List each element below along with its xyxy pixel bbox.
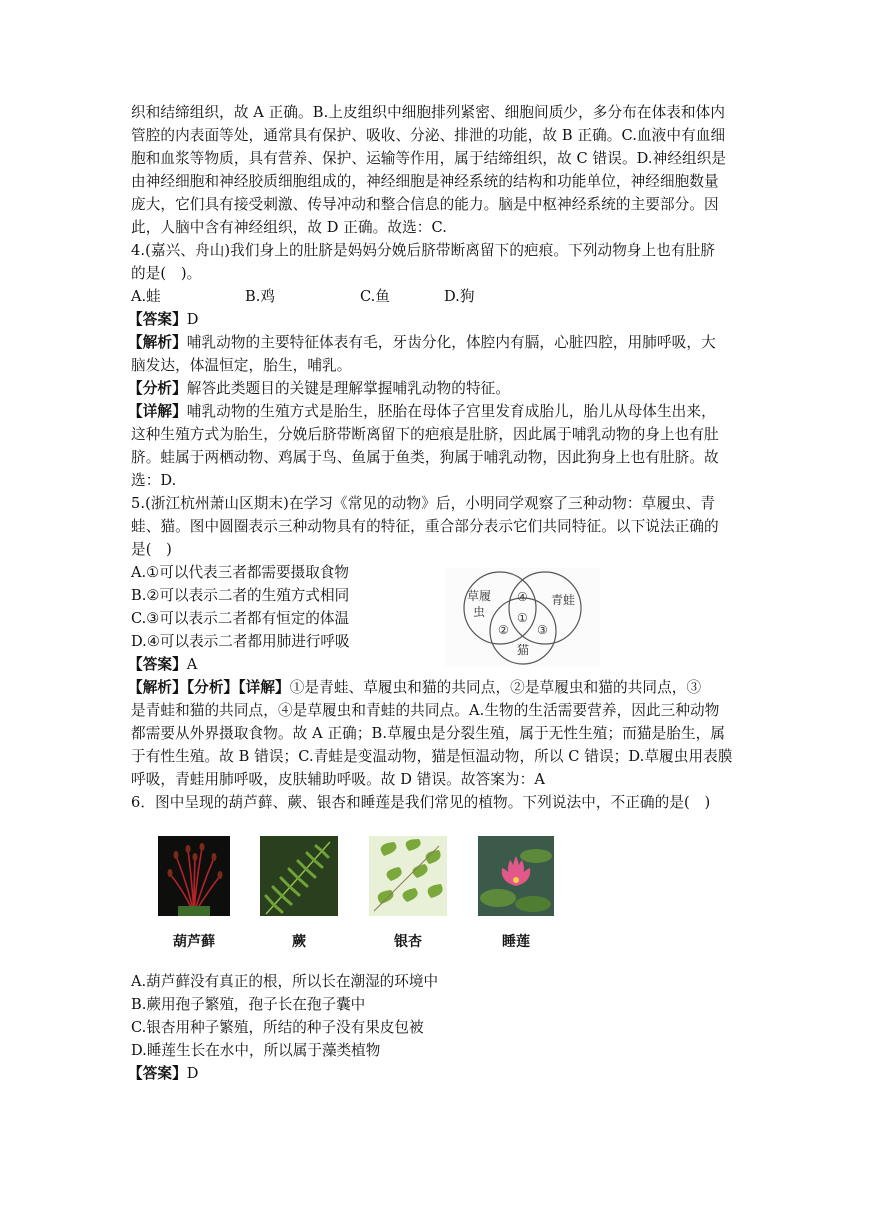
- q4-option-c: C.鱼: [360, 288, 390, 305]
- venn-label-paramecium: 草履: [467, 589, 492, 603]
- analysis-tag: 【解析】: [128, 334, 187, 351]
- fern-image: [260, 836, 338, 916]
- q6-option-c: C.银杏用种子繁殖，所结的种子没有果皮包被: [131, 1019, 424, 1036]
- venn-diagram: [445, 568, 600, 666]
- q4-fenxi: [128, 379, 510, 399]
- question-5-stem: 5.(浙江杭州萧山区期末)在学习《常见的动物》后，小明同学观察了三种动物：草履虫、青: [131, 495, 716, 512]
- q6-option-a: A.葫芦藓没有真正的根，所以长在潮湿的环境中: [131, 973, 439, 990]
- answer-tag: 【答案】: [128, 656, 187, 673]
- text-line: 呼吸，青蛙用肺呼吸，皮肤辅助呼吸。故 D 错误。故答案为：A: [131, 771, 545, 788]
- answer-value: A: [186, 656, 198, 673]
- text-line: 都需要从外界摄取食物。故 A 正确；B.草履虫是分裂生殖，属于无性生殖；而猫是胎生，属: [131, 725, 726, 742]
- question-4-stem: 4.(嘉兴、舟山)我们身上的肚脐是妈妈分娩后脐带断离留下的疤痕。下列动物身上也有肚脐: [131, 242, 716, 259]
- text-line: 选：D.: [131, 472, 177, 489]
- venn-region-2: ②: [498, 623, 509, 637]
- ginkgo-caption: 银杏: [394, 934, 422, 950]
- q5-option-a: A.①可以代表三者都需要摄取食物: [131, 564, 349, 581]
- venn-label-paramecium-2: 虫: [473, 605, 486, 619]
- water-lily-caption: 睡莲: [502, 934, 530, 950]
- venn-region-4: ④: [517, 590, 528, 604]
- text-line: 这种生殖方式为胎生，分娩后脐带断离留下的疤痕是肚脐，因此属于哺乳动物的身上也有肚: [131, 426, 719, 443]
- text-line: 是青蛙和猫的共同点，④是草履虫和青蛙的共同点。A.生物的生活需要营养，因此三种动物: [131, 702, 720, 719]
- venn-region-1: ①: [517, 611, 528, 625]
- water-lily-image: [478, 836, 554, 916]
- text-line: 管腔的内表面等处，通常具有保护、吸收、分泌、排泄的功能，故 B 正确。C.血液中有血细: [131, 127, 726, 144]
- detail-text: 哺乳动物的生殖方式是胎生，胚胎在母体子宫里发育成胎儿，胎儿从母体生出来，: [186, 403, 716, 420]
- text-line: 胞和血浆等物质，具有营养、保护、运输等作用，属于结缔组织，故 C 错误。D.神经组织是: [131, 150, 727, 167]
- q6-option-d: D.睡莲生长在水中，所以属于藻类植物: [131, 1042, 381, 1059]
- q4-option-b: B.鸡: [245, 288, 275, 305]
- venn-region-3: ③: [537, 623, 548, 637]
- text-line: 脑发达，体温恒定，胎生，哺乳。: [131, 357, 352, 374]
- analysis-text: 哺乳动物的主要特征体表有毛，牙齿分化，体腔内有膈，心脏四腔，用肺呼吸，大: [186, 334, 716, 351]
- moss-caption: 葫芦藓: [173, 934, 215, 950]
- answer-value: D: [186, 1065, 199, 1082]
- answer-value: D: [186, 311, 199, 328]
- q5-option-c: C.③可以表示二者都有恒定的体温: [131, 610, 350, 627]
- q5-option-b: B.②可以表示二者的生殖方式相同: [131, 587, 350, 604]
- fern-caption: 蕨: [292, 934, 306, 950]
- q4-analysis: [128, 333, 716, 353]
- venn-label-cat: 猫: [517, 643, 530, 657]
- q4-option-a: A.蛙: [131, 288, 161, 305]
- analysis-text: ①是青蛙、草履虫和猫的共同点，②是草履虫和猫的共同点，③: [289, 679, 702, 696]
- q4-option-d: D.狗: [444, 288, 475, 305]
- question-5-stem: 蛙、猫。图中圆圈表示三种动物具有的特征，重合部分表示它们共同特征。以下说法正确的: [131, 518, 719, 535]
- q5-option-d: D.④可以表示二者都用肺进行呼吸: [131, 633, 350, 650]
- text-line: 织和结缔组织，故 A 正确。B.上皮组织中细胞排列紧密、细胞间质少，多分布在体表和体内: [131, 104, 726, 121]
- answer-tag: 【答案】: [128, 1065, 187, 1082]
- fenxi-tag: 【分析】: [128, 380, 187, 397]
- fenxi-text: 解答此类题目的关键是理解掌握哺乳动物的特征。: [186, 380, 511, 397]
- text-line: 脐。蛙属于两栖动物、鸡属于鸟、鱼属于鱼类，狗属于哺乳动物，因此狗身上也有肚脐。故: [131, 449, 719, 466]
- q4-answer: [128, 310, 199, 330]
- ginkgo-image: [369, 836, 447, 916]
- text-line: 此，人脑中含有神经组织，故 D 正确。故选：C.: [131, 219, 447, 236]
- question-4-stem-end: 的是( )。: [131, 265, 202, 282]
- question-6-stem: 6．图中呈现的葫芦藓、蕨、银杏和睡莲是我们常见的植物。下列说法中，不正确的是( ): [131, 794, 711, 811]
- q6-option-b: B.蕨用孢子繁殖，孢子长在孢子囊中: [131, 996, 366, 1013]
- q5-answer: [128, 655, 197, 675]
- analysis-tag: 【解析】【分析】【详解】: [128, 679, 290, 696]
- q6-answer: [128, 1064, 199, 1084]
- text-line: 于有性生殖。故 B 错误；C.青蛙是变温动物，猫是恒温动物，所以 C 错误；D.草履虫用表膜: [131, 748, 733, 765]
- text-line: 庞大，它们具有接受刺激、传导冲动和整合信息的能力。脑是中枢神经系统的主要部分。因: [131, 196, 719, 213]
- detail-tag: 【详解】: [128, 403, 187, 420]
- moss-image: [158, 836, 230, 916]
- text-line: 由神经细胞和神经胶质细胞组成的，神经细胞是神经系统的结构和功能单位，神经细胞数量: [131, 173, 719, 190]
- question-5-stem: 是( ): [131, 541, 172, 558]
- q5-analysis: [128, 678, 701, 698]
- answer-tag: 【答案】: [128, 311, 187, 328]
- q4-detail: [128, 402, 716, 422]
- venn-label-frog: 青蛙: [551, 593, 576, 607]
